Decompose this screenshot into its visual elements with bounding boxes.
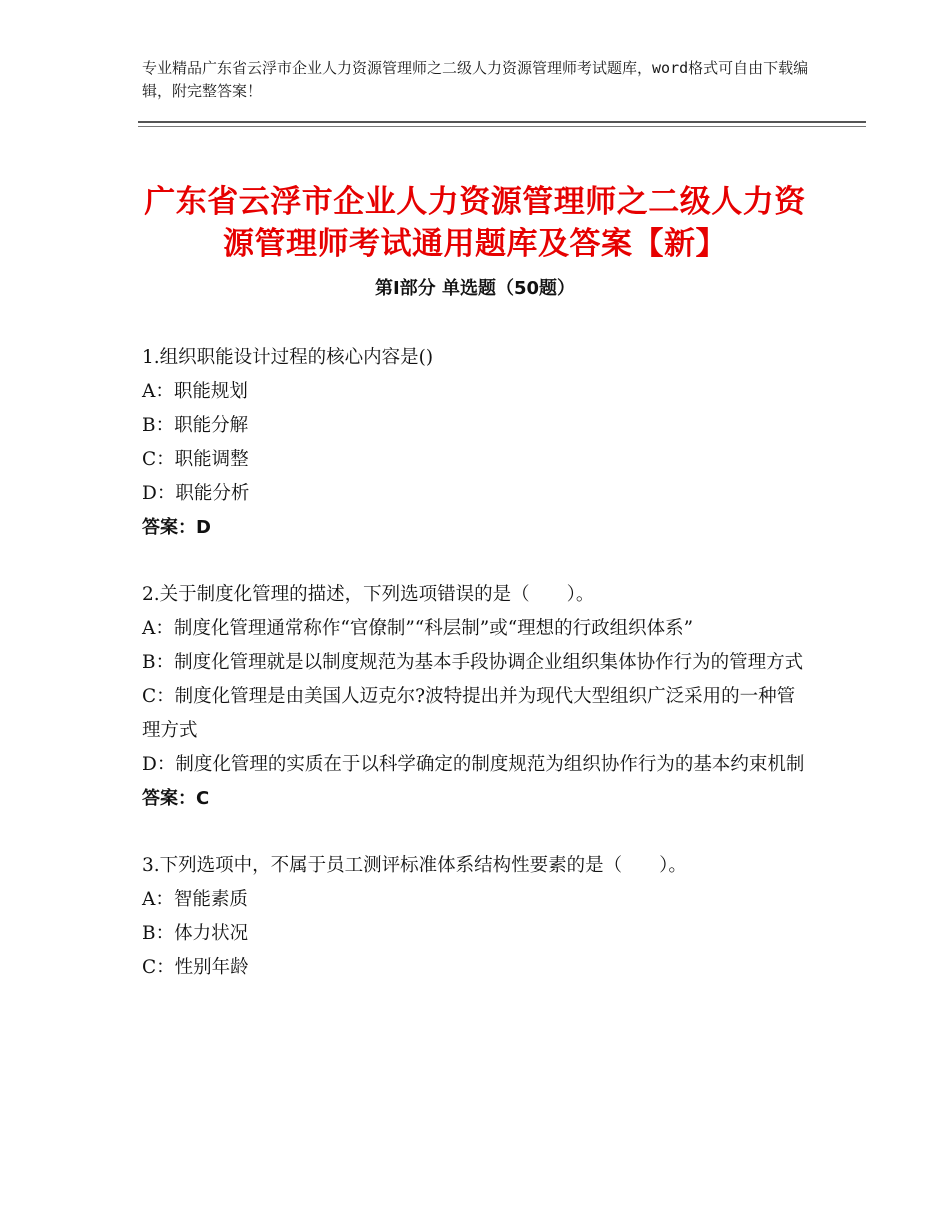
question-3 [142, 849, 807, 985]
section-heading: 第Ⅰ部分 单选题（50题） [374, 278, 575, 299]
option-b: B：体力状况 [142, 923, 249, 944]
option-b: B：职能分解 [142, 415, 249, 436]
answer: 答案：C [142, 788, 210, 809]
option-b: B：制度化管理就是以制度规范为基本手段协调企业组织集体协作行为的管理方式 [142, 652, 804, 673]
question-2 [142, 578, 807, 816]
header-rule-thin [138, 126, 866, 127]
option-c: C：制度化管理是由美国人迈克尔?波特提出并为现代大型组织广泛采用的一种管理方式 [142, 686, 796, 741]
header-note: 专业精品广东省云浮市企业人力资源管理师之二级人力资源管理师考试题库，word格式可自由下载编辑，附完整答案！ [142, 59, 809, 100]
option-c: C：性别年龄 [142, 957, 249, 978]
option-a: A：职能规划 [142, 381, 248, 402]
option-c: C：职能调整 [142, 449, 249, 470]
option-a: A：智能素质 [142, 889, 248, 910]
header-rule-thick [138, 121, 866, 123]
question-list [142, 341, 807, 1018]
question-stem: 2.关于制度化管理的描述，下列选项错误的是（ ）。 [142, 584, 595, 605]
option-a: A：制度化管理通常称作“官僚制”“科层制”或“理想的行政组织体系” [142, 618, 694, 639]
answer: 答案：D [142, 517, 211, 538]
question-stem: 1.组织职能设计过程的核心内容是() [142, 347, 434, 368]
question-stem: 3.下列选项中，不属于员工测评标准体系结构性要素的是（ ）。 [142, 855, 687, 876]
question-1 [142, 341, 807, 545]
option-d: D：职能分析 [142, 483, 250, 504]
document-title: 广东省云浮市企业人力资源管理师之二级人力资源管理师考试通用题库及答案【新】 [144, 183, 806, 262]
option-d: D：制度化管理的实质在于以科学确定的制度规范为组织协作行为的基本约束机制 [142, 754, 805, 775]
